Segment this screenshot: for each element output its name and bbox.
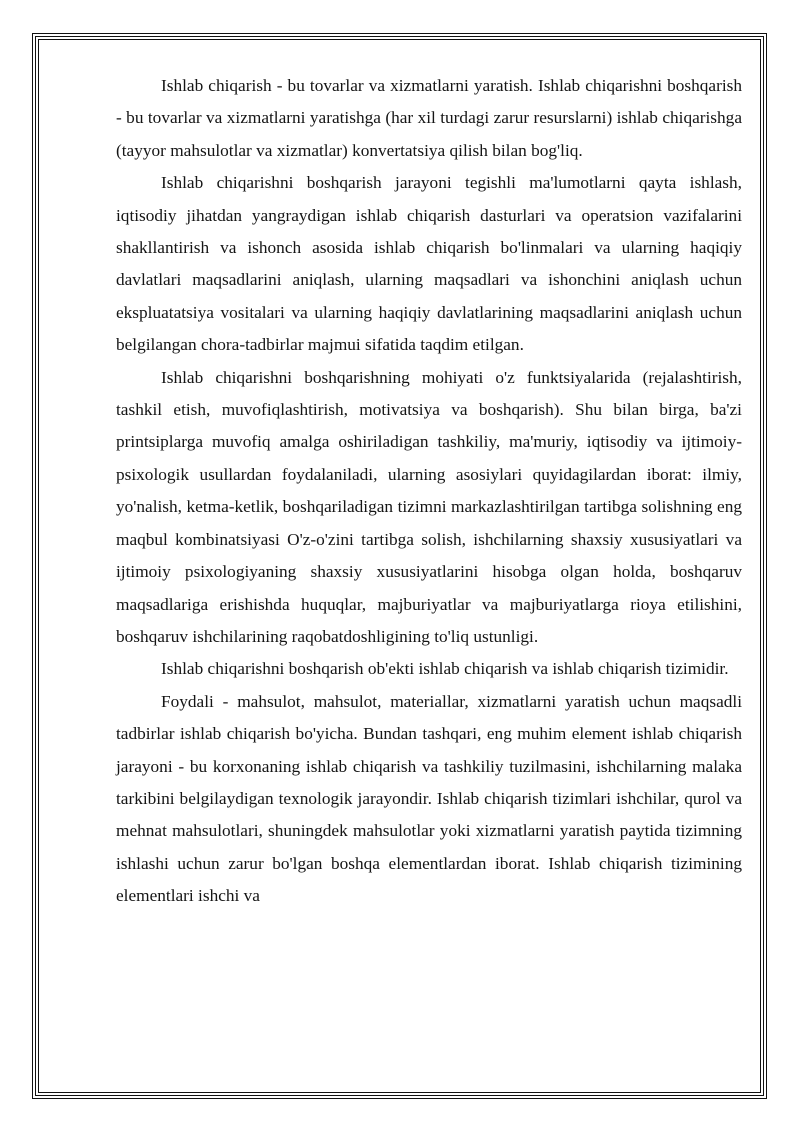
paragraph-5: Foydali - mahsulot, mahsulot, materiallar, xizmatlarni yaratish uchun maqsadli tadbirlar ishlab chiqarish bo'yicha. Bundan tashqari, eng muhim element ishlab chiqarish jarayoni - bu korxonaning ishlab chiqarish va tashkiliy tuzilmasini, ishchilarning malaka tarkibini belgilaydigan texnologik jarayondir. Ishlab chiqarish tizimlari ishchilar, qurol va mehnat mahsulotlari, shuningdek mahsulotlar yoki xizmatlarni yaratish paytida tizimning ishlashi uchun zarur bo'lgan boshqa elementlardan iborat. Ishlab chiqarish tizimining elementlari ishchi va	[116, 691, 742, 906]
paragraph-2: Ishlab chiqarishni boshqarish jarayoni tegishli ma'lumotlarni qayta ishlash, iqtisodiy jihatdan yangraydigan ishlab chiqarish dasturlari va operatsion vazifalarini shakllantirish va ishonch asosida ishlab chiqarish bo'linmalari va ularning haqiqiy davlatlari maqsadlarini aniqlash, ularning maqsadlari va ishonchini aniqlash uchun ekspluatatsiya vositalari va ularning haqiqiy davlatlarining maqsadlarini aniqlash uchun belgilangan chora-tadbirlar majmui sifatida taqdim etilgan.	[116, 173, 742, 355]
document-body	[116, 70, 742, 913]
paragraph-4: Ishlab chiqarishni boshqarish ob'ekti ishlab chiqarish va ishlab chiqarish tizimidir.	[161, 659, 729, 679]
paragraph-3: Ishlab chiqarishni boshqarishning mohiyati o'z funktsiyalarida (rejalashtirish, tashkil etish, muvofiqlashtirish, motivatsiya va boshqarish). Shu bilan birga, ba'zi printsiplarga muvofiq amalga oshiriladigan tashkiliy, ma'muriy, iqtisodiy va ijtimoiy-psixologik usullardan foydalaniladi, ularning asosiylari quyidagilardan iborat: ilmiy, yo'nalish, ketma-ketlik, boshqariladigan tizimni markazlashtirilgan tartibga solishning eng maqbul kombinatsiyasi O'z-o'zini tartibga solish, ishchilarning shaxsiy xususiyatlari va ijtimoiy psixologiyaning shaxsiy xususiyatlarini hisobga olgan holda, boshqaruv maqsadlariga erishishda huquqlar, majburiyatlar va majburiyatlarga rioya etilishini, boshqaruv ishchilarining raqobatdoshligining to'liq ustunligi.	[116, 367, 742, 646]
paragraph-1: Ishlab chiqarish - bu tovarlar va xizmatlarni yaratish. Ishlab chiqarishni boshqarish - bu tovarlar va xizmatlarni yaratishga (har xil turdagi zarur resurslarni) ishlab chiqarishga (tayyor mahsulotlar va xizmatlar) konvertatsiya qilish bilan bog'liq.	[116, 76, 742, 160]
